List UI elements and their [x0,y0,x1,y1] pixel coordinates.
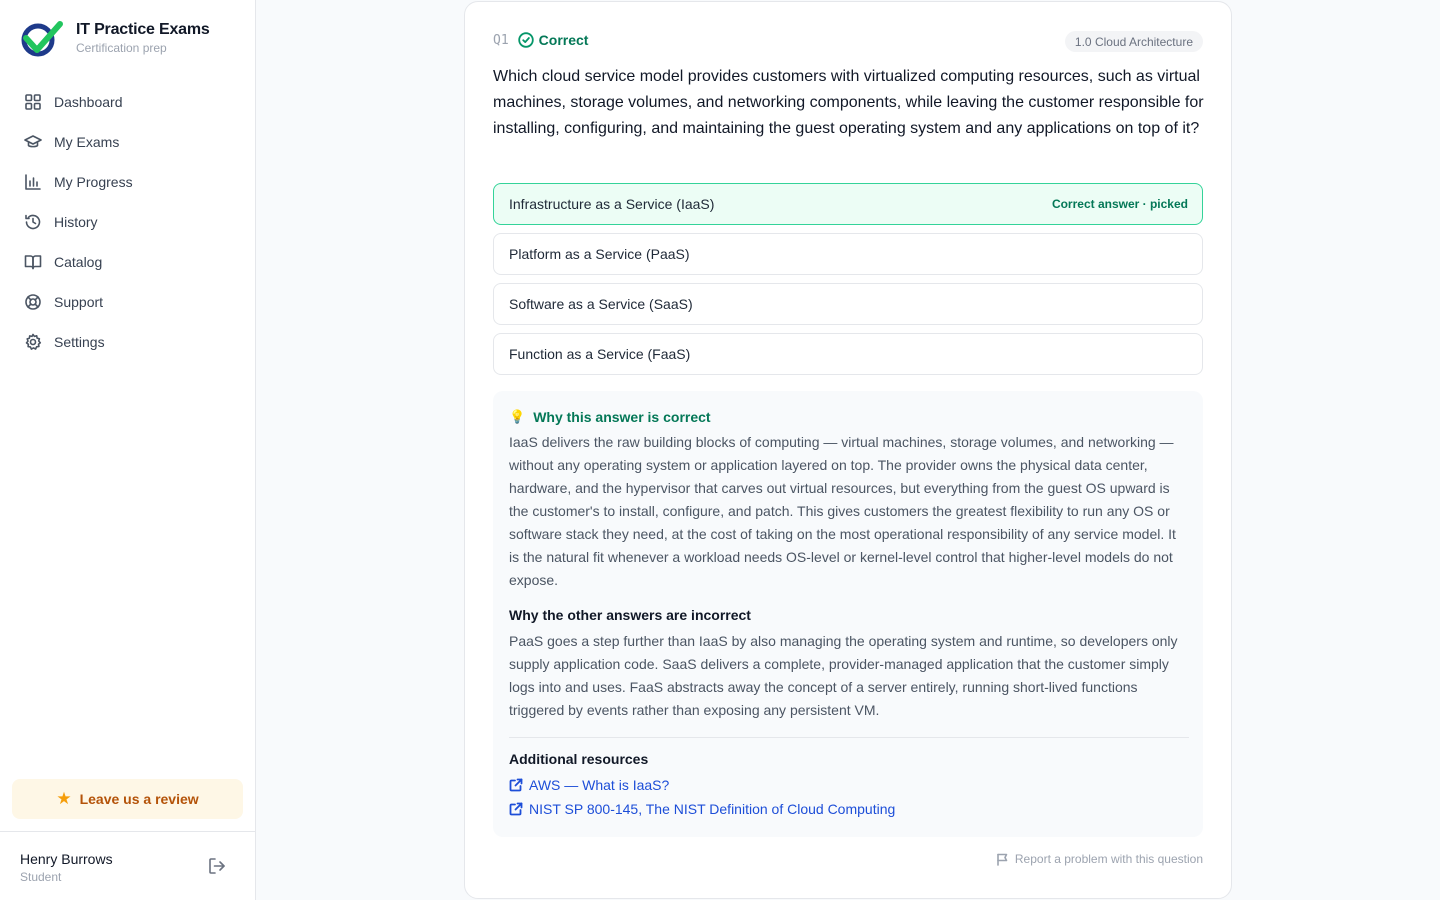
answer-option-label: Infrastructure as a Service (IaaS) [509,196,715,212]
brand-logo-icon [18,18,64,58]
logout-button[interactable] [207,856,227,876]
report-problem-label: Report a problem with this question [1014,852,1203,866]
answer-option[interactable] [493,283,1203,325]
bar-chart-icon [24,173,42,191]
sidebar [0,0,256,900]
resource-link-label: AWS — What is IaaS? [529,777,670,793]
answer-option-label: Function as a Service (FaaS) [509,346,691,362]
user-role: Student [20,870,62,884]
brand-title: IT Practice Exams [76,21,210,38]
sidebar-item-settings[interactable] [12,322,244,362]
resource-link-label: NIST SP 800-145, The NIST Definition of Cloud Computing [529,801,896,817]
question-card [464,1,1232,899]
sidebar-item-label: Settings [54,334,105,350]
leave-review-label: Leave us a review [79,791,199,807]
sidebar-item-label: Dashboard [54,94,123,110]
book-open-icon [24,253,42,271]
user-name: Henry Burrows [20,851,113,867]
external-link-icon [509,778,523,792]
sidebar-item-dashboard[interactable] [12,82,244,122]
external-link-icon [509,802,523,816]
history-icon [24,213,42,231]
question-status [518,32,589,48]
explanation-title [509,409,711,425]
sidebar-nav [12,82,244,362]
flag-icon [996,853,1009,866]
divider [509,737,1189,738]
gear-icon [24,333,42,351]
correct-answer-tag: Correct answer · picked [1051,197,1188,211]
answer-option[interactable] [493,233,1203,275]
check-circle-icon [518,32,534,48]
sidebar-item-history[interactable] [12,202,244,242]
answer-option[interactable] [493,183,1203,225]
resource-link[interactable] [509,777,669,793]
domain-badge: 1.0 Cloud Architecture [1065,31,1203,52]
lightbulb-icon: 💡 [509,409,526,424]
sidebar-item-label: My Progress [54,174,133,190]
user-profile [0,831,255,900]
sidebar-item-label: Catalog [54,254,103,270]
question-status-label: Correct [538,32,589,48]
resources-title: Additional resources [509,751,649,767]
sidebar-item-catalog[interactable] [12,242,244,282]
answer-option-label: Software as a Service (SaaS) [509,296,693,312]
question-number: Q1 [493,32,509,48]
leave-review-button[interactable] [12,779,243,819]
report-problem-link[interactable] [996,852,1203,866]
answer-option-label: Platform as a Service (PaaS) [509,246,690,262]
graduation-cap-icon [24,133,42,151]
answer-option[interactable] [493,333,1203,375]
sidebar-item-my-progress[interactable] [12,162,244,202]
explanation-panel [493,391,1203,837]
brand-subtitle: Certification prep [76,41,167,55]
star-icon: ★ [56,789,72,808]
question-header [493,32,588,48]
life-buoy-icon [24,293,42,311]
question-text: Which cloud service model provides customers with virtualized computing resources, such as virtual machines, storage volumes, and networking components, while leaving the customer responsible for installing, configuring, and maintaining the guest operating system and any applications on top of it? [493,68,1204,137]
resource-link[interactable] [509,801,895,817]
explanation-body: IaaS delivers the raw building blocks of computing — virtual machines, storage volumes, and networking — without any operating system or application layered on top. The provider owns the physical data center, hardware, and the hypervisor that carves out virtual resources, but everything from the guest OS upward is the customer's to install, configure, and patch. This gives customers the greatest flexibility to run any OS or software stack they need, at the cost of taking on the most operational responsibility of any service model. It is the natural fit whenever a workload needs OS-level or kernel-level control that higher-level models do not expose. [509,434,1176,588]
brand[interactable] [18,18,210,58]
explanation-title-label: Why this answer is correct [533,409,711,425]
sidebar-item-label: Support [54,294,104,310]
grid-icon [24,93,42,111]
sidebar-item-support[interactable] [12,282,244,322]
sidebar-item-label: My Exams [54,134,120,150]
sidebar-item-my-exams[interactable] [12,122,244,162]
incorrect-answers-body: PaaS goes a step further than IaaS by also managing the operating system and runtime, so developers only supply application code. SaaS delivers a complete, provider-managed application that the customer simply logs into and uses. FaaS abstracts away the concept of a server entirely, running short-lived functions triggered by events rather than exposing any persistent VM. [509,633,1178,718]
incorrect-answers-title: Why the other answers are incorrect [509,607,751,623]
logout-icon [207,856,227,876]
sidebar-item-label: History [54,214,98,230]
